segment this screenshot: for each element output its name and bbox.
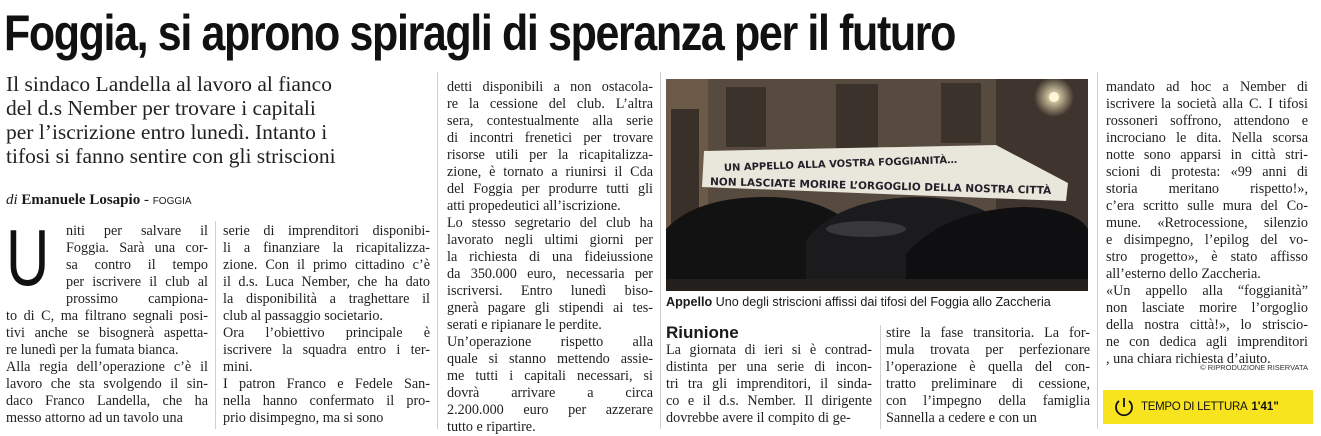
text-line: mandato ad hoc a Nember di	[1106, 79, 1308, 95]
deck-line: per l’iscrizione entro lunedì. Intanto i	[6, 120, 328, 144]
text-line: lavorato negli ultimi giorni per	[447, 232, 653, 248]
text-line: La giornata di ieri si è contrad-	[666, 342, 872, 358]
column-4	[666, 342, 872, 427]
text-line: lavoro che sta svolgendo il sin-	[6, 376, 208, 392]
text-line: sa contro il tempo	[66, 257, 208, 273]
text-line: mune. «Retrocessione, silenzio	[1106, 215, 1308, 231]
text-line: tivi anche se bisognerà aspetta-	[6, 325, 208, 341]
text-line: non lasciate morire l’orgoglio	[1106, 300, 1308, 316]
text-line: prossimo campiona-	[66, 291, 208, 307]
text-line: mini.	[223, 359, 253, 375]
text-line: quale si stanno mettendo assie-	[447, 351, 653, 367]
text-line: tratto preliminare di cessione,	[886, 376, 1090, 392]
column-rule	[1097, 72, 1098, 429]
headline: Foggia, si aprono spiragli di speranza per il futuro	[4, 5, 956, 61]
banner-line-1: UN APPELLO ALLA VOSTRA FOGGIANITÀ…	[723, 154, 958, 174]
text-line: Un’operazione rispetto alla	[447, 334, 653, 350]
column-5	[886, 325, 1090, 427]
text-line: prio disimpegno, ma si sono	[223, 410, 384, 426]
text-line: iscrivere la società alla C. I tifosi	[1106, 96, 1308, 112]
text-line: il d.s. Luca Nember, che ha dato	[223, 274, 430, 290]
text-line: «Un appello alla “foggianità”	[1106, 283, 1308, 299]
text-line: Lo stesso segretario del club ha	[447, 215, 653, 231]
text-line: iscrivere la squadra entro i ter-	[223, 342, 430, 358]
text-line: messo attorno ad un tavolo una	[6, 410, 183, 426]
text-line: nella hanno confermato il pro-	[223, 393, 430, 409]
text-line: I patron Franco e Fedele San-	[223, 376, 430, 392]
text-line: Alla regia dell’operazione c’è il	[6, 359, 208, 375]
text-line: per iscrivere il club al	[66, 274, 208, 290]
text-line: con l’impegno della famiglia	[886, 393, 1090, 409]
text-line: sera, contestualmente alla serie	[447, 113, 653, 129]
text-line: club al passaggio societario.	[223, 308, 383, 324]
text-line: atti propedeutici all’iscrizione.	[447, 198, 621, 214]
text-line: distinta per una serie di incon-	[666, 359, 872, 375]
text-line: serati e ripianare le perdite.	[447, 317, 602, 333]
text-line: risorse utili per la ricapitalizza-	[447, 147, 653, 163]
text-line: rossoneri soffrono, attendono e	[1106, 113, 1308, 129]
byline-prefix: di	[6, 192, 18, 208]
column-rule	[880, 325, 881, 429]
text-line: re lunedì per la fumata bianca.	[6, 342, 179, 358]
text-line: l’operazione è quella del con-	[886, 359, 1090, 375]
deck-line: Il sindaco Landella al lavoro al fianco	[6, 72, 332, 96]
text-line: della nostra città!», lo striscio-	[1106, 317, 1308, 333]
text-line: , una chiara richiesta d’aiuto.	[1106, 351, 1271, 367]
clock-icon	[1113, 396, 1135, 418]
deck-line: tifosi si fanno sentire con gli striscioni	[6, 144, 336, 168]
text-line: e disimpegno, l’epilog del vo-	[1106, 232, 1308, 248]
text-line: re la cessione del club. L’altra	[447, 96, 653, 112]
reading-time-value: 1'41"	[1251, 401, 1279, 413]
text-line: la richiesta di una fideiussione	[447, 249, 653, 265]
banner-line-2: NON LASCIATE MORIRE L’ORGOGLIO DELLA NOSTRA CITTÀ	[709, 176, 1052, 197]
text-line: detti disponibili a non ostacola-	[447, 79, 653, 95]
text-line: serie di imprenditori disponibi-	[223, 223, 430, 239]
byline-separator: -	[140, 192, 153, 208]
reading-time-label: TEMPO DI LETTURA	[1141, 401, 1248, 413]
byline	[6, 191, 434, 211]
byline-author: Emanuele Losapio	[21, 192, 141, 208]
text-line: tutto e ripartire.	[447, 419, 536, 435]
text-line: stire la fase transitoria. La for-	[886, 325, 1090, 341]
photo-banner	[666, 79, 1088, 291]
column-2	[223, 223, 430, 427]
text-line: dovrà arrivare a circa	[447, 385, 653, 401]
copyright-notice: © RIPRODUZIONE RISERVATA	[1200, 363, 1308, 372]
text-line: all’esterno dello Zaccheria.	[1106, 266, 1261, 282]
column-1	[6, 213, 208, 427]
text-line: da 350.000 euro, necessaria per	[447, 266, 653, 282]
text-line: scioni di protesta: «99 anni di	[1106, 164, 1308, 180]
text-line: Ora l’obiettivo principale è	[223, 325, 430, 341]
column-rule	[660, 72, 661, 429]
column-rule	[437, 72, 438, 429]
caption-text: Uno degli striscioni affissi dai tifosi del Foggia allo Zaccheria	[712, 295, 1051, 309]
text-line: niti per salvare il	[66, 223, 208, 239]
text-line: incrociano le dita. Nella scorsa	[1106, 130, 1308, 146]
subhead: Riunione	[666, 323, 739, 342]
photo-scene	[666, 79, 1088, 291]
text-line: co e il d.s. Nember. Il dirigente	[666, 393, 872, 409]
byline-location: FOGGIA	[152, 196, 192, 207]
text-line: gnerà pagare gli stipendi ai tes-	[447, 300, 653, 316]
text-line: daco Franco Landella, che ha	[6, 393, 208, 409]
text-line: di incontri frenetici per trovare	[447, 130, 653, 146]
text-line: storia meritano rispetto!»,	[1106, 181, 1308, 197]
column-3	[447, 79, 653, 436]
text-line: ne con dedica agli imprenditori	[1106, 334, 1308, 350]
text-line: iscriversi. Entro lunedì biso-	[447, 283, 653, 299]
column-rule	[215, 221, 216, 429]
text-line: to di C, ma filtrano segnali posi-	[6, 308, 208, 324]
text-line: zione, è tornato a riunirsi il Cda	[447, 164, 653, 180]
text-line: Foggia. Sarà una cor-	[66, 240, 208, 256]
text-line: stro progetto», è stato affisso	[1106, 249, 1308, 265]
reading-time-box	[1103, 390, 1313, 424]
drop-cap: U	[6, 213, 50, 302]
text-line: mula trovata per perfezionare	[886, 342, 1090, 358]
deck-line: del d.s Nember per trovare i capitali	[6, 96, 316, 120]
text-line: tri tra gli imprenditori, il sinda-	[666, 376, 872, 392]
column-6	[1106, 79, 1308, 368]
text-line: del Foggia per produrre tutti gli	[447, 181, 653, 197]
text-line: zione. Con il primo cittadino c’è	[223, 257, 430, 273]
text-line: li a finanziare la ricapitalizza-	[223, 240, 430, 256]
text-line: la disponibilità a traghettare il	[223, 291, 430, 307]
text-line: dovrebbe avere il compito di ge-	[666, 410, 851, 426]
text-line: notte sono apparsi in città stri-	[1106, 147, 1308, 163]
photo-caption	[666, 295, 1096, 310]
text-line: me tutti i capitali necessari, si	[447, 368, 653, 384]
text-line: 2.200.000 euro per azzerare	[447, 402, 653, 418]
text-line: Sannella a cedere e con un	[886, 410, 1037, 426]
deck	[6, 72, 434, 168]
caption-label: Appello	[666, 295, 713, 309]
text-line: c’era scritto sulle mura del Co-	[1106, 198, 1308, 214]
